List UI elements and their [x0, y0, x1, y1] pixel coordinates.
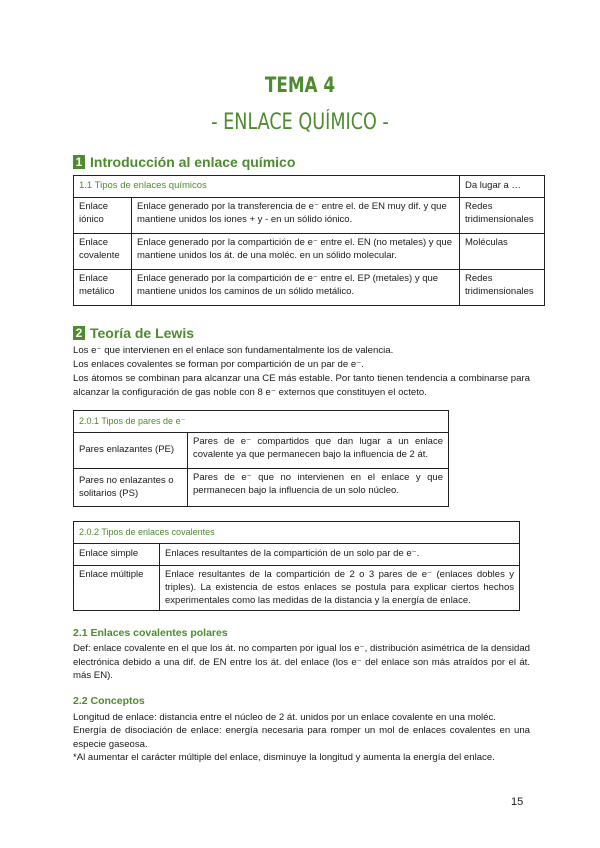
- table-cell: Enlace covalente: [74, 234, 132, 270]
- covalent-bonds-table: [73, 521, 520, 611]
- polar-bonds-heading: 2.1 Enlaces covalentes polares: [73, 627, 228, 639]
- table-row: [74, 234, 545, 270]
- section-number: 1: [73, 155, 85, 169]
- table-header-row: [74, 411, 449, 433]
- page-title: TEMA 4: [264, 73, 336, 97]
- concept-line: Longitud de enlace: distancia entre el núcleo de 2 át. unidos por un enlace covalente en una moléc.: [73, 712, 496, 723]
- concept-paragraph: Energía de disociación de enlace: energía necesaria para romper un mol de enlaces covalentes en una especie gaseosa.: [73, 725, 530, 750]
- table-cell: Enlace generado por la compartición de e⁻ entre el. EN (no metales) y que mantiene unidos los át. de una moléc. en un sólido molecular.: [132, 234, 460, 270]
- section-2-heading: [73, 325, 194, 341]
- table-row: [74, 198, 545, 234]
- table-row: [74, 433, 449, 469]
- table-cell: Pares de e⁻ compartidos que dan lugar a un enlace covalente ya que permanecen bajo la influencia de 2 át.: [188, 433, 449, 469]
- table-cell: Pares no enlazantes o solitarios (PS): [74, 469, 188, 507]
- table-row: [74, 270, 545, 306]
- table-cell: Moléculas: [460, 234, 545, 270]
- table-cell: Enlace múltiple: [74, 566, 160, 611]
- section-title: Introducción al enlace químico: [90, 154, 296, 170]
- table-header: 2.0.1 Tipos de pares de e⁻: [74, 411, 449, 433]
- section-1-heading: [73, 154, 295, 170]
- lewis-line: Los enlaces covalentes se forman por compartición de un par de e⁻.: [73, 359, 364, 370]
- bond-types-table: [73, 175, 545, 306]
- lewis-line: Los e⁻ que intervienen en el enlace son fundamentalmente los de valencia.: [73, 345, 394, 356]
- table-cell: Redes tridimensionales: [460, 270, 545, 306]
- table-row: [74, 469, 449, 507]
- table-cell: Pares de e⁻ que no intervienen en el enlace y que permanecen bajo la influencia de un solo núcleo.: [188, 469, 449, 507]
- polar-bonds-definition: Def: enlace covalente en el que los át. no comparten por igual los e⁻, distribución asimétrica de la densidad electrónica debido a una dif. de EN entre los át. del enlace (los e⁻ del enlace son más atraídos por el át. más EN).: [73, 643, 530, 682]
- table-cell: Enlace generado por la transferencia de e⁻ entre el. de EN muy dif. y que mantiene unidos los iones + y - en un sólido iónico.: [132, 198, 460, 234]
- table-cell: Enlace iónico: [74, 198, 132, 234]
- page-number: 15: [511, 796, 524, 808]
- page-subtitle: - ENLACE QUÍMICO -: [211, 110, 389, 135]
- table-header-row: [74, 522, 520, 544]
- table-header: 1.1 Tipos de enlaces químicos: [74, 176, 460, 198]
- table-cell: Enlace resultantes de la compartición de 2 o 3 pares de e⁻ (enlaces dobles y triples). La existencia de estos enlaces se postula para explicar ciertos hechos experimentales como las medidas de la distancia y la energía de enlace.: [160, 566, 520, 611]
- electron-pairs-table: [73, 410, 449, 507]
- table-cell: Enlace simple: [74, 544, 160, 566]
- table-header: 2.0.2 Tipos de enlaces covalentes: [74, 522, 520, 544]
- table-cell: Enlace generado por la compartición de e⁻ entre el. EP (metales) y que mantiene unidos los caminos de un sólido metálico.: [132, 270, 460, 306]
- concept-note: *Al aumentar el carácter múltiple del enlace, disminuye la longitud y aumenta la energía del enlace.: [73, 752, 495, 763]
- table-header: Da lugar a …: [460, 176, 545, 198]
- section-number: 2: [73, 326, 85, 340]
- table-cell: Pares enlazantes (PE): [74, 433, 188, 469]
- table-row: [74, 544, 520, 566]
- table-row: [74, 566, 520, 611]
- table-cell: Enlace metálico: [74, 270, 132, 306]
- section-title: Teoría de Lewis: [90, 325, 194, 341]
- table-cell: Enlaces resultantes de la compartición de un solo par de e⁻.: [160, 544, 520, 566]
- lewis-paragraph: Los átomos se combinan para alcanzar una CE más estable. Por tanto tienen tendencia a combinarse para alcanzar la configuración de gas noble con 8 e⁻ externos que constituyen el octeto.: [73, 373, 530, 398]
- table-header-row: [74, 176, 545, 198]
- concepts-heading: 2.2 Conceptos: [73, 695, 145, 707]
- table-cell: Redes tridimensionales: [460, 198, 545, 234]
